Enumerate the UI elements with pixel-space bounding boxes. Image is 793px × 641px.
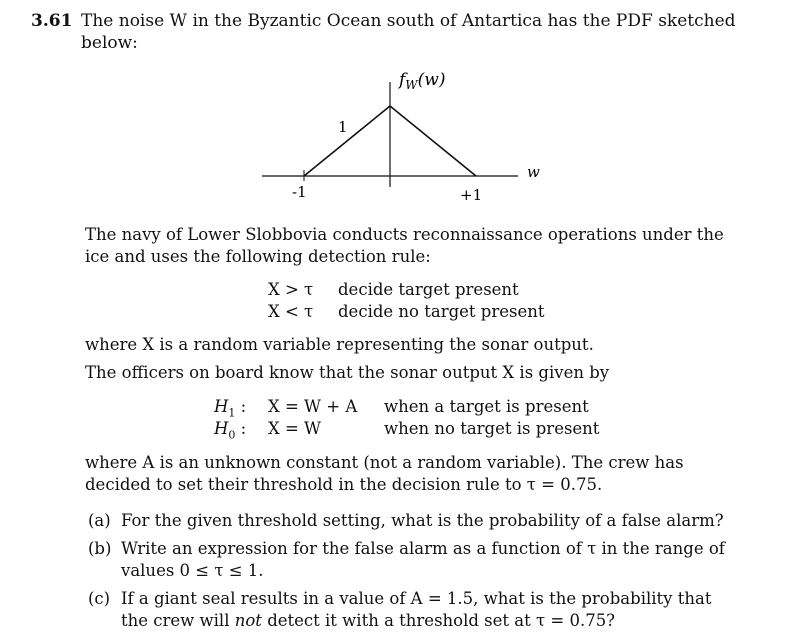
part-text: Write an expression for the false alarm as a function of τ in the range of values 0 ≤ τ ≤ 1. xyxy=(121,539,725,580)
pdf-figure xyxy=(0,0,793,220)
paragraph-threshold: where A is an unknown constant (not a random variable). The crew has decided to set their threshold in the decision rule to τ = 0.75. xyxy=(85,453,684,494)
paragraph-officers: The officers on board know that the sonar output X is given by xyxy=(85,363,610,382)
x-axis-label: w xyxy=(527,163,540,181)
right-tick-label: +1 xyxy=(460,186,483,204)
part-label: (a) xyxy=(88,511,111,530)
hypothesis-equation: X = W xyxy=(268,419,322,438)
part-label: (b) xyxy=(88,539,112,558)
question-part-a xyxy=(88,510,728,532)
hypothesis-label: $H_0$ : xyxy=(214,419,247,442)
hypothesis-equation: X = W + A xyxy=(268,397,358,416)
hypothesis-description: when a target is present xyxy=(384,397,589,416)
problem-number: 3.61 xyxy=(31,11,73,31)
hypothesis-description: when no target is present xyxy=(384,419,600,438)
peak-label: 1 xyxy=(338,118,348,136)
question-part-b xyxy=(88,538,728,582)
emphasis-not: not xyxy=(234,611,262,630)
hypothesis-label: $H_1$ : xyxy=(214,397,247,420)
rule-decision: decide target present xyxy=(338,280,519,299)
paragraph-sonar-output: where X is a random variable representing the sonar output. xyxy=(85,335,594,354)
part-text: If a giant seal results in a value of A = 1.5, what is the probability that the crew will not detect it with a threshold set at τ = 0.75? xyxy=(121,589,712,630)
left-tick-label: -1 xyxy=(292,183,307,201)
rule-condition: X > τ xyxy=(268,280,314,299)
y-axis-label: $f_W(w)$ xyxy=(399,70,446,92)
part-label: (c) xyxy=(88,589,111,608)
paragraph-navy: The navy of Lower Slobbovia conducts reconnaissance operations under the ice and uses the following detection rule: xyxy=(85,225,724,266)
rule-condition: X < τ xyxy=(268,302,314,321)
question-part-c xyxy=(88,588,728,632)
problem-intro: The noise W in the Byzantic Ocean south of Antartica has the PDF sketched below: xyxy=(81,11,736,53)
rule-decision: decide no target present xyxy=(338,302,545,321)
part-text: For the given threshold setting, what is the probability of a false alarm? xyxy=(121,511,724,530)
